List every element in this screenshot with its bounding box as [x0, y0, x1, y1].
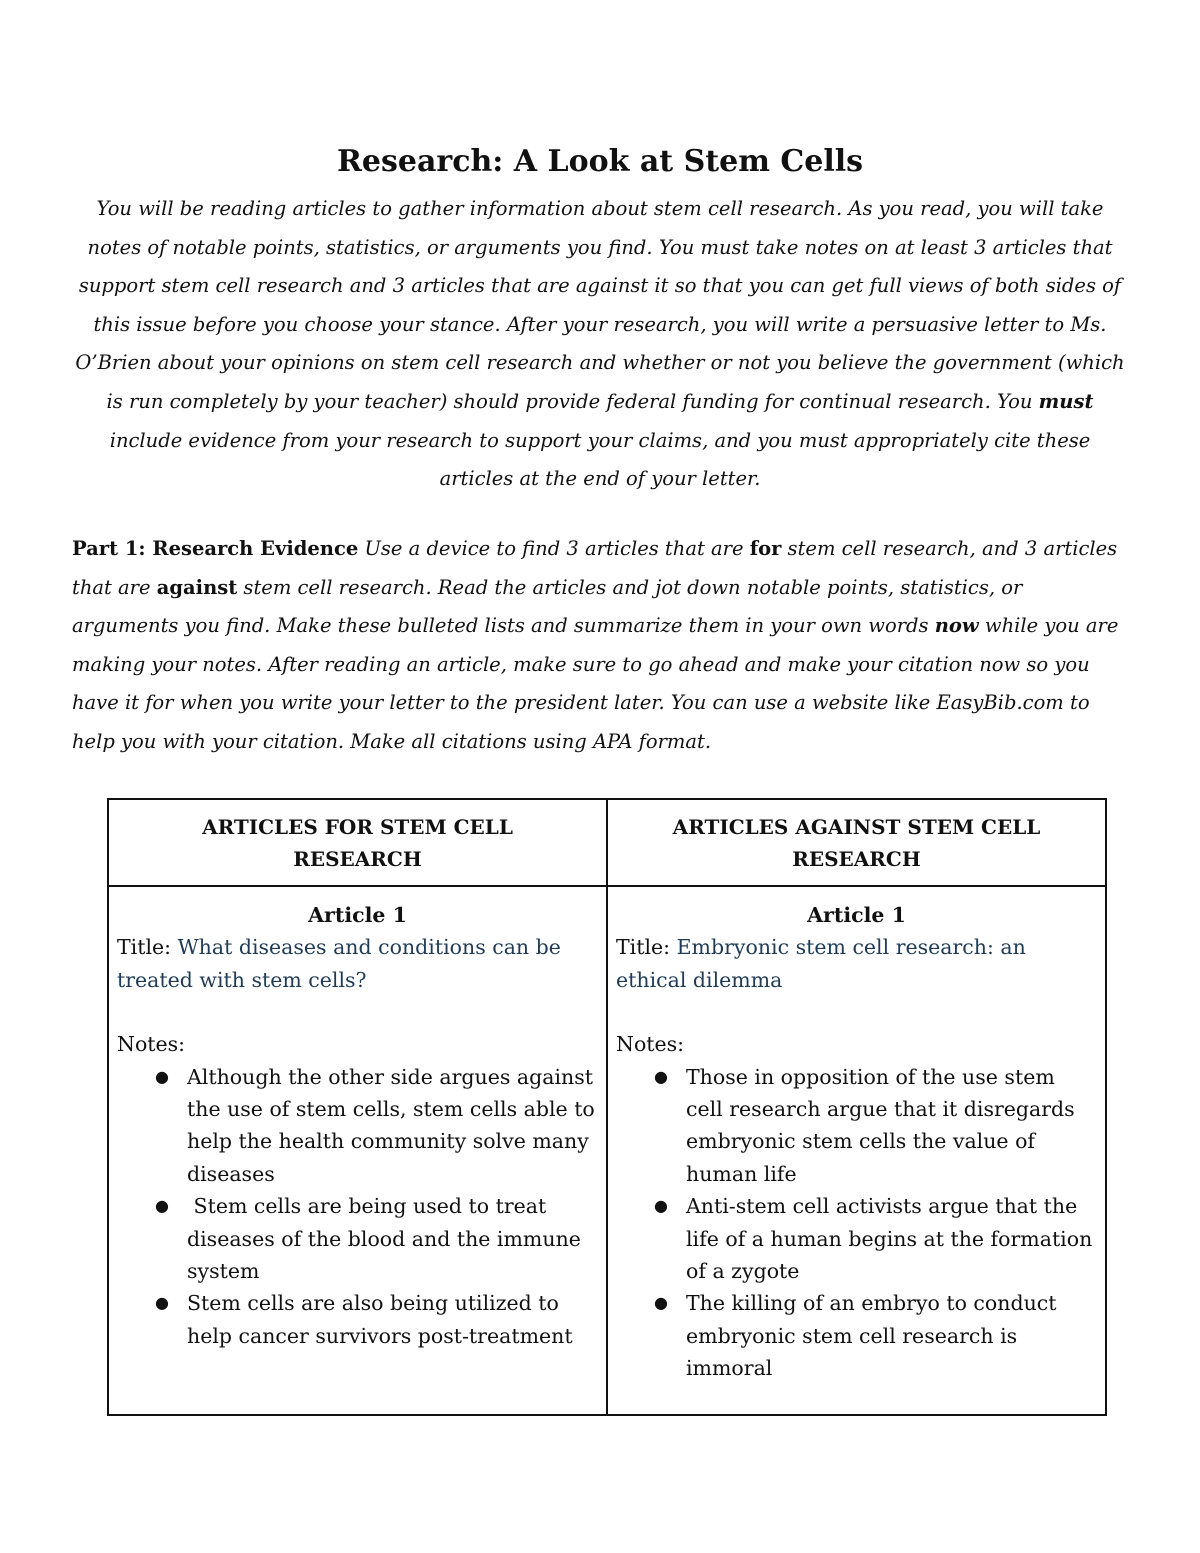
- table-row: [108, 886, 1106, 1415]
- intro-text-end: include evidence from your research to support your claims, and you must appropriately cite these articles at the end of your letter.: [109, 428, 1091, 491]
- for-article-heading: Article 1: [308, 903, 407, 927]
- for-article-title-link[interactable]: What diseases and conditions can be treated with stem cells?: [117, 935, 561, 992]
- against-notes-label: Notes:: [616, 1032, 685, 1057]
- part1-text-1: Use a device to find 3 articles that are: [358, 537, 750, 560]
- note-text: Those in opposition of the use stem cell research argue that it disregards embryonic stem cells the value of human life: [686, 1064, 1075, 1186]
- list-item: [654, 1190, 1097, 1287]
- against-article-heading: Article 1: [807, 903, 906, 927]
- note-text: Stem cells are being used to treat diseases of the blood and the immune system: [187, 1194, 588, 1284]
- for-notes-label: Notes:: [117, 1032, 186, 1057]
- bullet-icon: ●: [654, 1196, 668, 1216]
- bullet-icon: ●: [155, 1293, 169, 1313]
- list-item: [155, 1190, 598, 1287]
- list-item: [155, 1287, 598, 1352]
- part1-keyword-for: for: [749, 537, 782, 560]
- bullet-icon: ●: [155, 1196, 169, 1216]
- for-article-title-line: [117, 931, 598, 996]
- against-title-label: Title:: [616, 935, 677, 960]
- intro-emphasis-must: must: [1038, 389, 1094, 413]
- part1-keyword-against: against: [156, 575, 238, 599]
- part1-paragraph: [72, 530, 1128, 762]
- intro-paragraph: [72, 190, 1128, 499]
- note-text: Anti-stem cell activists argue that the life of a human begins at the formation of a zygote: [686, 1194, 1093, 1284]
- list-item: [654, 1061, 1097, 1191]
- for-notes-list: [117, 1061, 598, 1353]
- for-article-cell: [108, 886, 607, 1415]
- against-notes-list: [616, 1061, 1097, 1385]
- part1-text-2: stem cell research, and 3 articles that are: [72, 537, 1118, 599]
- list-item: [654, 1287, 1097, 1384]
- header-against-research: ARTICLES AGAINST STEM CELL RESEARCH: [607, 799, 1106, 886]
- against-article-title-line: [616, 931, 1097, 996]
- part1-label: Part 1: Research Evidence: [72, 537, 359, 560]
- intro-text-start: You will be reading articles to gather information about stem cell research. As you read, you will take notes of notable points, statistics, or arguments you find. You must take notes on at least 3 articles that support stem cell research and 3 articles that are against it so that you can get full views of both sides of this issue before you choose your stance. After your research, you will write a persuasive letter to Ms. O’Brien about your opinions on stem cell research and whether or not you believe the government (which is run completely by your teacher) should provide federal funding for continual research. You: [75, 197, 1125, 413]
- list-item: [155, 1061, 598, 1191]
- header-for-research: ARTICLES FOR STEM CELL RESEARCH: [108, 799, 607, 886]
- part1-text-4: while you are making your notes. After reading an article, make sure to go ahead and make your citation now so you have it for when you write your letter to the president later. You can use a website like EasyBib.com to help you with your citation. Make all citations using APA format.: [72, 614, 1119, 753]
- table-header-row: [108, 799, 1106, 886]
- bullet-icon: ●: [654, 1066, 668, 1086]
- part1-text-3: stem cell research. Read the articles and jot down notable points, statistics, or arguments you find. Make these bulleted lists and summarize them in your own words: [72, 575, 1023, 638]
- bullet-icon: ●: [654, 1293, 668, 1313]
- note-text: Although the other side argues against the use of stem cells, stem cells able to help the health community solve many diseases: [187, 1064, 595, 1186]
- part1-keyword-now: now: [934, 614, 979, 638]
- against-article-cell: [607, 886, 1106, 1415]
- note-text: The killing of an embryo to conduct embryonic stem cell research is immoral: [686, 1291, 1057, 1381]
- bullet-icon: ●: [155, 1066, 169, 1086]
- note-text: Stem cells are also being utilized to help cancer survivors post-treatment: [187, 1291, 573, 1348]
- articles-table: [107, 798, 1107, 1416]
- document-title: Research: A Look at Stem Cells: [336, 144, 864, 179]
- against-article-title-link[interactable]: Embryonic stem cell research: an ethical dilemma: [616, 935, 1026, 992]
- for-title-label: Title:: [117, 935, 178, 960]
